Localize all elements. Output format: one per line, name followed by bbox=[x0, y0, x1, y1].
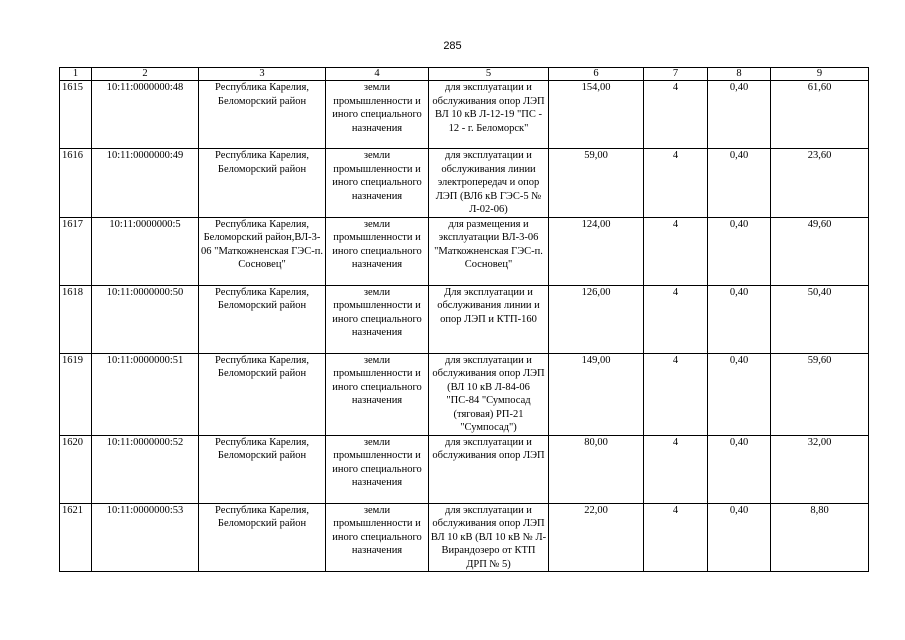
area-value: 80,00 bbox=[549, 435, 644, 503]
location: Республика Карелия, Беломорский район bbox=[199, 149, 326, 218]
area-value: 154,00 bbox=[549, 81, 644, 149]
permitted-use: Для эксплуатации и обслуживания линии и опор ЛЭП и КТП-160 bbox=[429, 285, 549, 353]
row-number: 1617 bbox=[60, 217, 92, 285]
table-row bbox=[60, 285, 869, 353]
cadastral-number: 10:11:0000000:51 bbox=[92, 353, 199, 435]
column-8-value: 0,40 bbox=[708, 217, 771, 285]
cadastral-number: 10:11:0000000:50 bbox=[92, 285, 199, 353]
table-row bbox=[60, 503, 869, 572]
row-number: 1621 bbox=[60, 503, 92, 572]
table-row bbox=[60, 81, 869, 149]
header-row bbox=[60, 68, 869, 81]
column-8-value: 0,40 bbox=[708, 285, 771, 353]
column-header-8: 8 bbox=[708, 68, 771, 81]
column-header-2: 2 bbox=[92, 68, 199, 81]
location: Республика Карелия, Беломорский район bbox=[199, 285, 326, 353]
column-header-6: 6 bbox=[549, 68, 644, 81]
column-9-value: 59,60 bbox=[771, 353, 869, 435]
row-number: 1616 bbox=[60, 149, 92, 218]
permitted-use: для эксплуатации и обслуживания опор ЛЭП ВЛ 10 кВ Л-12-19 "ПС - 12 - г. Беломорск" bbox=[429, 81, 549, 149]
land-category: земли промышленности и иного специального назначения bbox=[326, 285, 429, 353]
column-header-5: 5 bbox=[429, 68, 549, 81]
permitted-use: для эксплуатации и обслуживания опор ЛЭП ВЛ 10 кВ (ВЛ 10 кВ № Л-Вирандозеро от КТП ДРП № 5) bbox=[429, 503, 549, 572]
permitted-use: для эксплуатации и обслуживания опор ЛЭП bbox=[429, 435, 549, 503]
column-7-value: 4 bbox=[644, 149, 708, 218]
table-row bbox=[60, 353, 869, 435]
land-category: земли промышленности и иного специального назначения bbox=[326, 353, 429, 435]
column-7-value: 4 bbox=[644, 81, 708, 149]
area-value: 126,00 bbox=[549, 285, 644, 353]
column-9-value: 49,60 bbox=[771, 217, 869, 285]
cadastral-number: 10:11:0000000:52 bbox=[92, 435, 199, 503]
column-9-value: 61,60 bbox=[771, 81, 869, 149]
column-9-value: 8,80 bbox=[771, 503, 869, 572]
column-9-value: 23,60 bbox=[771, 149, 869, 218]
location: Республика Карелия, Беломорский район bbox=[199, 81, 326, 149]
column-9-value: 32,00 bbox=[771, 435, 869, 503]
land-plots-table bbox=[59, 67, 869, 572]
land-category: земли промышленности и иного специального назначения bbox=[326, 81, 429, 149]
row-number: 1618 bbox=[60, 285, 92, 353]
location: Республика Карелия, Беломорский район bbox=[199, 503, 326, 572]
column-8-value: 0,40 bbox=[708, 503, 771, 572]
column-8-value: 0,40 bbox=[708, 353, 771, 435]
location: Республика Карелия, Беломорский район bbox=[199, 353, 326, 435]
column-header-4: 4 bbox=[326, 68, 429, 81]
column-9-value: 50,40 bbox=[771, 285, 869, 353]
column-7-value: 4 bbox=[644, 285, 708, 353]
cadastral-number: 10:11:0000000:5 bbox=[92, 217, 199, 285]
area-value: 124,00 bbox=[549, 217, 644, 285]
permitted-use: для эксплуатации и обслуживания линии электропередач и опор ЛЭП (ВЛ6 кВ ГЭС-5 № Л-02-06) bbox=[429, 149, 549, 218]
column-8-value: 0,40 bbox=[708, 81, 771, 149]
column-7-value: 4 bbox=[644, 503, 708, 572]
table-row bbox=[60, 435, 869, 503]
column-8-value: 0,40 bbox=[708, 435, 771, 503]
cadastral-number: 10:11:0000000:49 bbox=[92, 149, 199, 218]
column-header-1: 1 bbox=[60, 68, 92, 81]
location: Республика Карелия, Беломорский район bbox=[199, 435, 326, 503]
row-number: 1615 bbox=[60, 81, 92, 149]
table-row bbox=[60, 149, 869, 218]
column-header-3: 3 bbox=[199, 68, 326, 81]
row-number: 1619 bbox=[60, 353, 92, 435]
column-7-value: 4 bbox=[644, 353, 708, 435]
cadastral-number: 10:11:0000000:53 bbox=[92, 503, 199, 572]
permitted-use: для размещения и эксплуатации ВЛ-3-06 "Маткожненская ГЭС-п. Сосновец" bbox=[429, 217, 549, 285]
land-category: земли промышленности и иного специального назначения bbox=[326, 149, 429, 218]
area-value: 149,00 bbox=[549, 353, 644, 435]
permitted-use: для эксплуатации и обслуживания опор ЛЭП (ВЛ 10 кВ Л-84-06 "ПС-84 "Сумпосад (тяговая) РП-21 "Сумпосад") bbox=[429, 353, 549, 435]
cadastral-number: 10:11:0000000:48 bbox=[92, 81, 199, 149]
column-header-9: 9 bbox=[771, 68, 869, 81]
row-number: 1620 bbox=[60, 435, 92, 503]
column-8-value: 0,40 bbox=[708, 149, 771, 218]
land-category: земли промышленности и иного специального назначения bbox=[326, 435, 429, 503]
land-category: земли промышленности и иного специального назначения bbox=[326, 503, 429, 572]
area-value: 22,00 bbox=[549, 503, 644, 572]
table-row bbox=[60, 217, 869, 285]
land-category: земли промышленности и иного специального назначения bbox=[326, 217, 429, 285]
location: Республика Карелия, Беломорский район,ВЛ-3-06 "Маткожненская ГЭС-п. Сосновец" bbox=[199, 217, 326, 285]
area-value: 59,00 bbox=[549, 149, 644, 218]
column-7-value: 4 bbox=[644, 217, 708, 285]
column-7-value: 4 bbox=[644, 435, 708, 503]
page-number: 285 bbox=[443, 40, 462, 52]
column-header-7: 7 bbox=[644, 68, 708, 81]
